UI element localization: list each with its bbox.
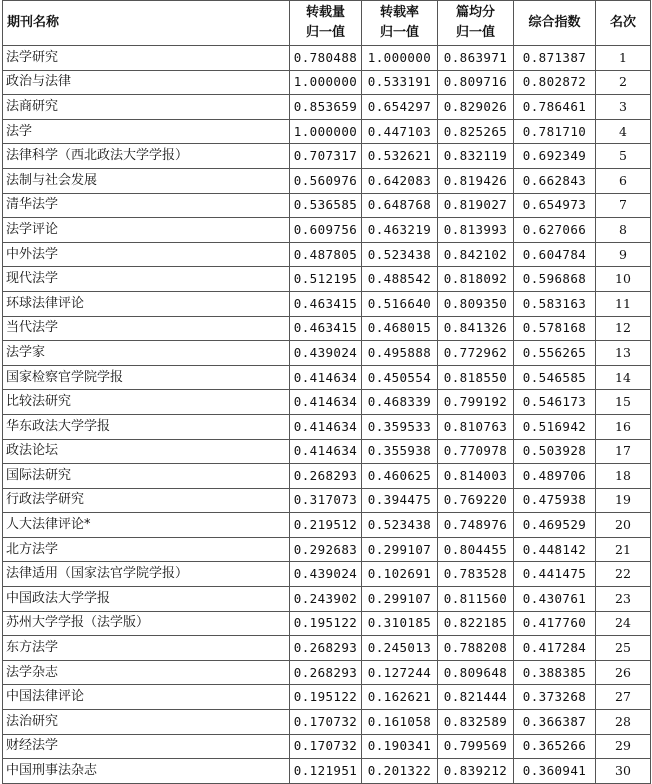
average-score-cell: 0.769220 — [438, 488, 514, 513]
header-line: 转载率 — [379, 5, 419, 20]
table-row — [3, 636, 651, 661]
composite-index-cell: 0.654973 — [514, 193, 596, 218]
journal-name-cell: 法治研究 — [3, 710, 290, 735]
average-score-cell: 0.770978 — [438, 439, 514, 464]
reprint-count-cell: 0.414634 — [290, 365, 362, 390]
reprint-rate-cell: 0.299107 — [362, 587, 438, 612]
reprint-rate-cell: 0.190341 — [362, 734, 438, 759]
rank-cell: 10 — [596, 267, 651, 292]
reprint-count-cell: 0.463415 — [290, 291, 362, 316]
reprint-count-cell: 0.268293 — [290, 464, 362, 489]
header-reprint-count-normalized — [290, 1, 362, 46]
average-score-cell: 0.772962 — [438, 341, 514, 366]
rank-cell: 14 — [596, 365, 651, 390]
journal-name-cell: 法学杂志 — [3, 660, 290, 685]
reprint-rate-cell: 0.495888 — [362, 341, 438, 366]
header-line: 归一值 — [455, 25, 495, 40]
composite-index-cell: 0.388385 — [514, 660, 596, 685]
reprint-count-cell: 0.439024 — [290, 341, 362, 366]
reprint-count-cell: 0.536585 — [290, 193, 362, 218]
rank-cell: 29 — [596, 734, 651, 759]
journal-name-cell: 中国政法大学学报 — [3, 587, 290, 612]
journal-name-cell: 法律科学（西北政法大学学报） — [3, 144, 290, 169]
reprint-count-cell: 0.268293 — [290, 636, 362, 661]
journal-name-cell: 法商研究 — [3, 95, 290, 120]
journal-name-cell: 行政法学研究 — [3, 488, 290, 513]
composite-index-cell: 0.489706 — [514, 464, 596, 489]
average-score-cell: 0.811560 — [438, 587, 514, 612]
average-score-cell: 0.832119 — [438, 144, 514, 169]
average-score-cell: 0.748976 — [438, 513, 514, 538]
reprint-count-cell: 0.853659 — [290, 95, 362, 120]
rank-cell: 19 — [596, 488, 651, 513]
rank-cell: 21 — [596, 537, 651, 562]
reprint-count-cell: 0.512195 — [290, 267, 362, 292]
composite-index-cell: 0.662843 — [514, 168, 596, 193]
table-row — [3, 390, 651, 415]
composite-index-cell: 0.503928 — [514, 439, 596, 464]
table-row — [3, 316, 651, 341]
composite-index-cell: 0.448142 — [514, 537, 596, 562]
average-score-cell: 0.788208 — [438, 636, 514, 661]
reprint-count-cell: 0.463415 — [290, 316, 362, 341]
reprint-count-cell: 0.195122 — [290, 685, 362, 710]
reprint-rate-cell: 0.355938 — [362, 439, 438, 464]
average-score-cell: 0.832589 — [438, 710, 514, 735]
reprint-count-cell: 0.414634 — [290, 414, 362, 439]
reprint-rate-cell: 0.394475 — [362, 488, 438, 513]
composite-index-cell: 0.360941 — [514, 759, 596, 784]
average-score-cell: 0.799192 — [438, 390, 514, 415]
table-row — [3, 193, 651, 218]
average-score-cell: 0.818550 — [438, 365, 514, 390]
rank-cell: 17 — [596, 439, 651, 464]
rank-cell: 22 — [596, 562, 651, 587]
table-row — [3, 414, 651, 439]
rank-cell: 28 — [596, 710, 651, 735]
reprint-count-cell: 0.317073 — [290, 488, 362, 513]
reprint-count-cell: 0.219512 — [290, 513, 362, 538]
composite-index-cell: 0.692349 — [514, 144, 596, 169]
average-score-cell: 0.819426 — [438, 168, 514, 193]
average-score-cell: 0.841326 — [438, 316, 514, 341]
reprint-count-cell: 0.195122 — [290, 611, 362, 636]
rank-cell: 25 — [596, 636, 651, 661]
composite-index-cell: 0.627066 — [514, 218, 596, 243]
header-reprint-rate-normalized — [362, 1, 438, 46]
reprint-count-cell: 0.487805 — [290, 242, 362, 267]
header-composite-index: 综合指数 — [514, 1, 596, 46]
reprint-rate-cell: 0.127244 — [362, 660, 438, 685]
reprint-count-cell: 0.707317 — [290, 144, 362, 169]
table-row — [3, 70, 651, 95]
reprint-rate-cell: 0.468339 — [362, 390, 438, 415]
header-line: 转载量 — [305, 5, 345, 20]
reprint-count-cell: 0.414634 — [290, 390, 362, 415]
table-row — [3, 218, 651, 243]
rank-cell: 1 — [596, 46, 651, 71]
average-score-cell: 0.809716 — [438, 70, 514, 95]
reprint-rate-cell: 0.162621 — [362, 685, 438, 710]
journal-name-cell: 华东政法大学学报 — [3, 414, 290, 439]
average-score-cell: 0.821444 — [438, 685, 514, 710]
header-row — [3, 1, 651, 46]
journal-name-cell: 环球法律评论 — [3, 291, 290, 316]
composite-index-cell: 0.556265 — [514, 341, 596, 366]
composite-index-cell: 0.417760 — [514, 611, 596, 636]
reprint-rate-cell: 0.642083 — [362, 168, 438, 193]
table-row — [3, 168, 651, 193]
table-row — [3, 291, 651, 316]
journal-name-cell: 当代法学 — [3, 316, 290, 341]
reprint-rate-cell: 1.000000 — [362, 46, 438, 71]
reprint-rate-cell: 0.201322 — [362, 759, 438, 784]
reprint-count-cell: 1.000000 — [290, 119, 362, 144]
composite-index-cell: 0.441475 — [514, 562, 596, 587]
reprint-count-cell: 0.560976 — [290, 168, 362, 193]
table-row — [3, 267, 651, 292]
reprint-count-cell: 0.170732 — [290, 734, 362, 759]
composite-index-cell: 0.802872 — [514, 70, 596, 95]
average-score-cell: 0.810763 — [438, 414, 514, 439]
rank-cell: 26 — [596, 660, 651, 685]
table-row — [3, 488, 651, 513]
rank-cell: 27 — [596, 685, 651, 710]
reprint-rate-cell: 0.447103 — [362, 119, 438, 144]
reprint-count-cell: 0.243902 — [290, 587, 362, 612]
reprint-rate-cell: 0.488542 — [362, 267, 438, 292]
rank-cell: 20 — [596, 513, 651, 538]
journal-name-cell: 法学家 — [3, 341, 290, 366]
rank-cell: 16 — [596, 414, 651, 439]
table-row — [3, 660, 651, 685]
rank-cell: 7 — [596, 193, 651, 218]
reprint-count-cell: 0.414634 — [290, 439, 362, 464]
journal-name-cell: 财经法学 — [3, 734, 290, 759]
rank-cell: 15 — [596, 390, 651, 415]
table-row — [3, 759, 651, 784]
journal-name-cell: 中国刑事法杂志 — [3, 759, 290, 784]
reprint-count-cell: 0.268293 — [290, 660, 362, 685]
reprint-rate-cell: 0.450554 — [362, 365, 438, 390]
reprint-rate-cell: 0.161058 — [362, 710, 438, 735]
journal-name-cell: 政法论坛 — [3, 439, 290, 464]
journal-name-cell: 清华法学 — [3, 193, 290, 218]
table-row — [3, 119, 651, 144]
average-score-cell: 0.804455 — [438, 537, 514, 562]
reprint-rate-cell: 0.359533 — [362, 414, 438, 439]
composite-index-cell: 0.373268 — [514, 685, 596, 710]
table-row — [3, 513, 651, 538]
journal-name-cell: 法律适用（国家法官学院学报） — [3, 562, 290, 587]
rank-cell: 30 — [596, 759, 651, 784]
average-score-cell: 0.818092 — [438, 267, 514, 292]
rank-cell: 23 — [596, 587, 651, 612]
composite-index-cell: 0.366387 — [514, 710, 596, 735]
table-row — [3, 95, 651, 120]
rank-cell: 3 — [596, 95, 651, 120]
composite-index-cell: 0.365266 — [514, 734, 596, 759]
journal-name-cell: 法学 — [3, 119, 290, 144]
table-row — [3, 587, 651, 612]
composite-index-cell: 0.583163 — [514, 291, 596, 316]
journal-name-cell: 法制与社会发展 — [3, 168, 290, 193]
reprint-count-cell: 0.780488 — [290, 46, 362, 71]
composite-index-cell: 0.546585 — [514, 365, 596, 390]
reprint-rate-cell: 0.245013 — [362, 636, 438, 661]
table-row — [3, 144, 651, 169]
reprint-count-cell: 0.292683 — [290, 537, 362, 562]
rank-cell: 6 — [596, 168, 651, 193]
composite-index-cell: 0.871387 — [514, 46, 596, 71]
rank-cell: 12 — [596, 316, 651, 341]
reprint-rate-cell: 0.648768 — [362, 193, 438, 218]
table-row — [3, 464, 651, 489]
header-journal-name: 期刊名称 — [3, 1, 290, 46]
reprint-rate-cell: 0.532621 — [362, 144, 438, 169]
journal-name-cell: 中国法律评论 — [3, 685, 290, 710]
average-score-cell: 0.842102 — [438, 242, 514, 267]
composite-index-cell: 0.516942 — [514, 414, 596, 439]
table-row — [3, 439, 651, 464]
average-score-cell: 0.813993 — [438, 218, 514, 243]
table-row — [3, 537, 651, 562]
journal-name-cell: 法学研究 — [3, 46, 290, 71]
average-score-cell: 0.819027 — [438, 193, 514, 218]
average-score-cell: 0.825265 — [438, 119, 514, 144]
reprint-rate-cell: 0.299107 — [362, 537, 438, 562]
reprint-rate-cell: 0.523438 — [362, 242, 438, 267]
composite-index-cell: 0.781710 — [514, 119, 596, 144]
reprint-rate-cell: 0.523438 — [362, 513, 438, 538]
header-average-score-normalized — [438, 1, 514, 46]
table-row — [3, 685, 651, 710]
reprint-rate-cell: 0.102691 — [362, 562, 438, 587]
average-score-cell: 0.809648 — [438, 660, 514, 685]
average-score-cell: 0.809350 — [438, 291, 514, 316]
reprint-rate-cell: 0.310185 — [362, 611, 438, 636]
reprint-rate-cell: 0.468015 — [362, 316, 438, 341]
average-score-cell: 0.799569 — [438, 734, 514, 759]
rank-cell: 5 — [596, 144, 651, 169]
composite-index-cell: 0.786461 — [514, 95, 596, 120]
reprint-count-cell: 1.000000 — [290, 70, 362, 95]
reprint-rate-cell: 0.516640 — [362, 291, 438, 316]
rank-cell: 24 — [596, 611, 651, 636]
table-row — [3, 341, 651, 366]
header-line: 归一值 — [379, 25, 419, 40]
composite-index-cell: 0.546173 — [514, 390, 596, 415]
composite-index-cell: 0.604784 — [514, 242, 596, 267]
average-score-cell: 0.839212 — [438, 759, 514, 784]
rank-cell: 2 — [596, 70, 651, 95]
journal-name-cell: 比较法研究 — [3, 390, 290, 415]
table-row — [3, 365, 651, 390]
rank-cell: 11 — [596, 291, 651, 316]
average-score-cell: 0.863971 — [438, 46, 514, 71]
journal-name-cell: 北方法学 — [3, 537, 290, 562]
composite-index-cell: 0.596868 — [514, 267, 596, 292]
composite-index-cell: 0.475938 — [514, 488, 596, 513]
journal-name-cell: 法学评论 — [3, 218, 290, 243]
average-score-cell: 0.822185 — [438, 611, 514, 636]
composite-index-cell: 0.430761 — [514, 587, 596, 612]
journal-ranking-table — [2, 0, 651, 784]
journal-name-cell: 国家检察官学院学报 — [3, 365, 290, 390]
reprint-count-cell: 0.609756 — [290, 218, 362, 243]
journal-name-cell: 中外法学 — [3, 242, 290, 267]
header-line: 归一值 — [305, 25, 345, 40]
journal-name-cell: 政治与法律 — [3, 70, 290, 95]
table-row — [3, 734, 651, 759]
rank-cell: 18 — [596, 464, 651, 489]
reprint-rate-cell: 0.460625 — [362, 464, 438, 489]
composite-index-cell: 0.469529 — [514, 513, 596, 538]
reprint-rate-cell: 0.654297 — [362, 95, 438, 120]
table-row — [3, 242, 651, 267]
reprint-count-cell: 0.121951 — [290, 759, 362, 784]
table-row — [3, 611, 651, 636]
journal-name-cell: 东方法学 — [3, 636, 290, 661]
reprint-rate-cell: 0.463219 — [362, 218, 438, 243]
table-body — [3, 46, 651, 784]
rank-cell: 8 — [596, 218, 651, 243]
average-score-cell: 0.814003 — [438, 464, 514, 489]
journal-name-cell: 国际法研究 — [3, 464, 290, 489]
rank-cell: 13 — [596, 341, 651, 366]
table-row — [3, 562, 651, 587]
composite-index-cell: 0.578168 — [514, 316, 596, 341]
rank-cell: 9 — [596, 242, 651, 267]
average-score-cell: 0.829026 — [438, 95, 514, 120]
journal-name-cell: 苏州大学学报（法学版） — [3, 611, 290, 636]
reprint-rate-cell: 0.533191 — [362, 70, 438, 95]
journal-name-cell: 现代法学 — [3, 267, 290, 292]
composite-index-cell: 0.417284 — [514, 636, 596, 661]
rank-cell: 4 — [596, 119, 651, 144]
journal-name-cell: 人大法律评论* — [3, 513, 290, 538]
table-row — [3, 710, 651, 735]
table-row — [3, 46, 651, 71]
reprint-count-cell: 0.439024 — [290, 562, 362, 587]
average-score-cell: 0.783528 — [438, 562, 514, 587]
reprint-count-cell: 0.170732 — [290, 710, 362, 735]
header-rank: 名次 — [596, 1, 651, 46]
header-line: 篇均分 — [455, 5, 495, 20]
